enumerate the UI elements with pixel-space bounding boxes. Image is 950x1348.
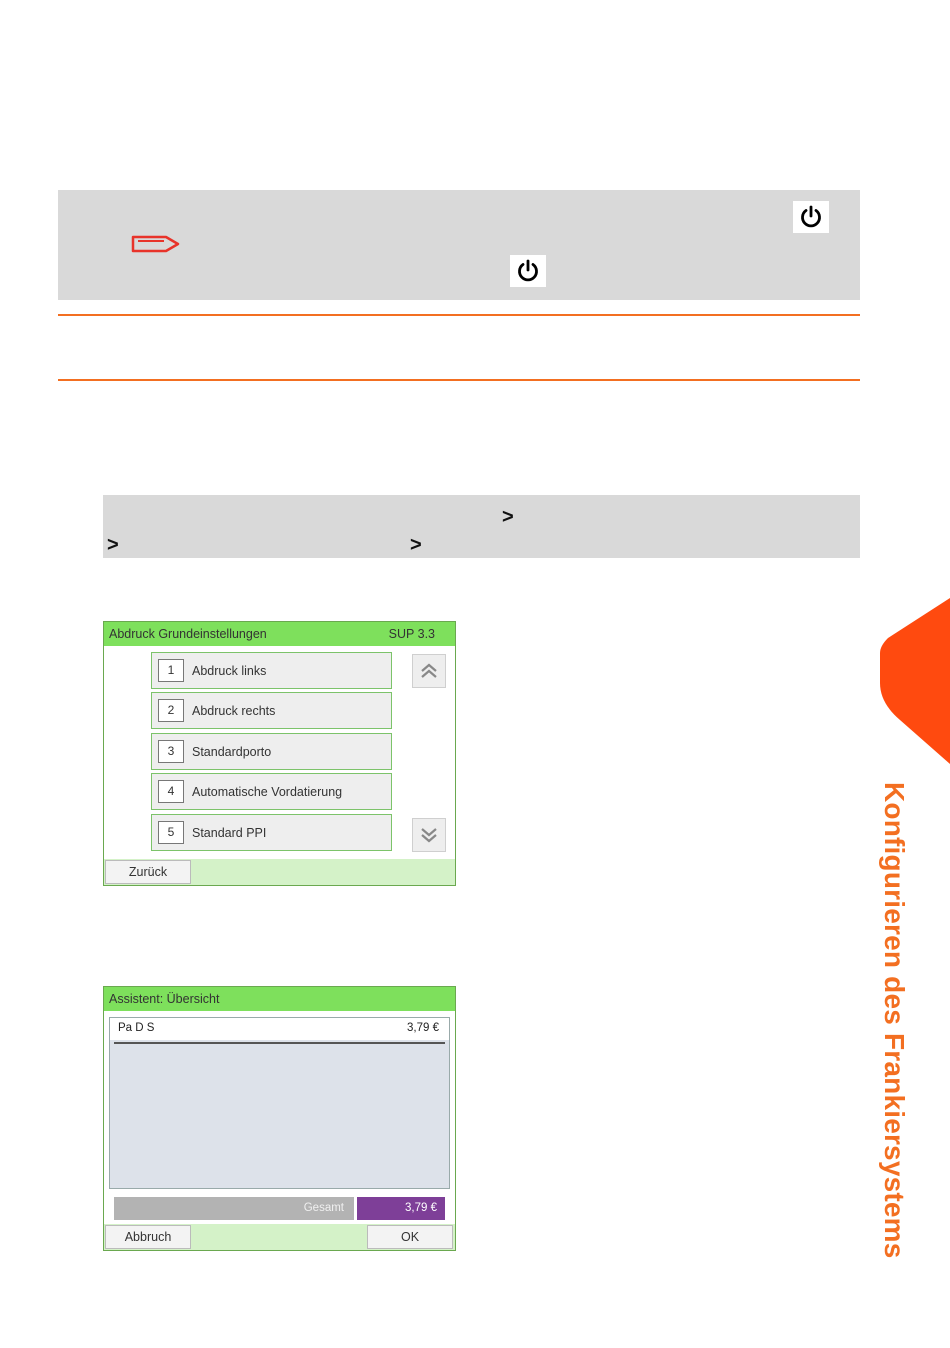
menu-path-box (103, 495, 860, 558)
cancel-button[interactable]: Abbruch (105, 1225, 191, 1249)
total-value: 3,79 € (357, 1197, 445, 1220)
item-price: 3,79 € (407, 1022, 439, 1034)
chapter-tab-marker (880, 598, 950, 764)
screen-title: Abdruck Grundeinstellungen (109, 627, 267, 641)
scroll-up-button[interactable] (412, 654, 446, 688)
total-label: Gesamt (114, 1197, 354, 1220)
menu-item-5[interactable] (151, 814, 392, 851)
settings-screen (103, 621, 456, 886)
item-label: Abdruck links (192, 664, 267, 678)
item-name: Pa D S (118, 1022, 155, 1034)
item-number: 5 (158, 821, 184, 844)
list-item[interactable] (110, 1018, 449, 1040)
power-icon (510, 255, 546, 287)
screen-code: SUP 3.3 (388, 627, 435, 641)
screen-titlebar (104, 622, 455, 646)
double-chevron-down-icon (419, 826, 439, 844)
item-label: Standard PPI (192, 826, 267, 840)
menu-item-2[interactable] (151, 692, 392, 729)
item-number: 3 (158, 740, 184, 763)
chapter-title-text: Konfigurieren des Frankiersystems (879, 782, 910, 1259)
screen-title: Assistent: Übersicht (109, 992, 220, 1006)
item-number: 1 (158, 659, 184, 682)
path-separator: > (107, 534, 119, 556)
divider (114, 1042, 445, 1044)
item-number: 2 (158, 699, 184, 722)
summary-list (109, 1017, 450, 1189)
summary-screen (103, 986, 456, 1251)
note-tag-icon (130, 232, 182, 256)
item-label: Automatische Vordatierung (192, 785, 343, 799)
section-rule-top (58, 314, 860, 316)
screen-titlebar (104, 987, 455, 1011)
double-chevron-up-icon (419, 662, 439, 680)
item-label: Standardporto (192, 745, 272, 759)
section-rule-bottom (58, 379, 860, 381)
ok-button[interactable]: OK (367, 1225, 453, 1249)
back-button[interactable]: Zurück (105, 860, 191, 884)
item-label: Abdruck rechts (192, 704, 276, 718)
item-number: 4 (158, 780, 184, 803)
scroll-down-button[interactable] (412, 818, 446, 852)
path-separator: > (410, 534, 422, 556)
menu-item-4[interactable] (151, 773, 392, 810)
menu-item-1[interactable] (151, 652, 392, 689)
chapter-title (876, 782, 916, 1272)
power-icon (793, 201, 829, 233)
path-separator: > (502, 506, 514, 528)
menu-item-3[interactable] (151, 733, 392, 770)
